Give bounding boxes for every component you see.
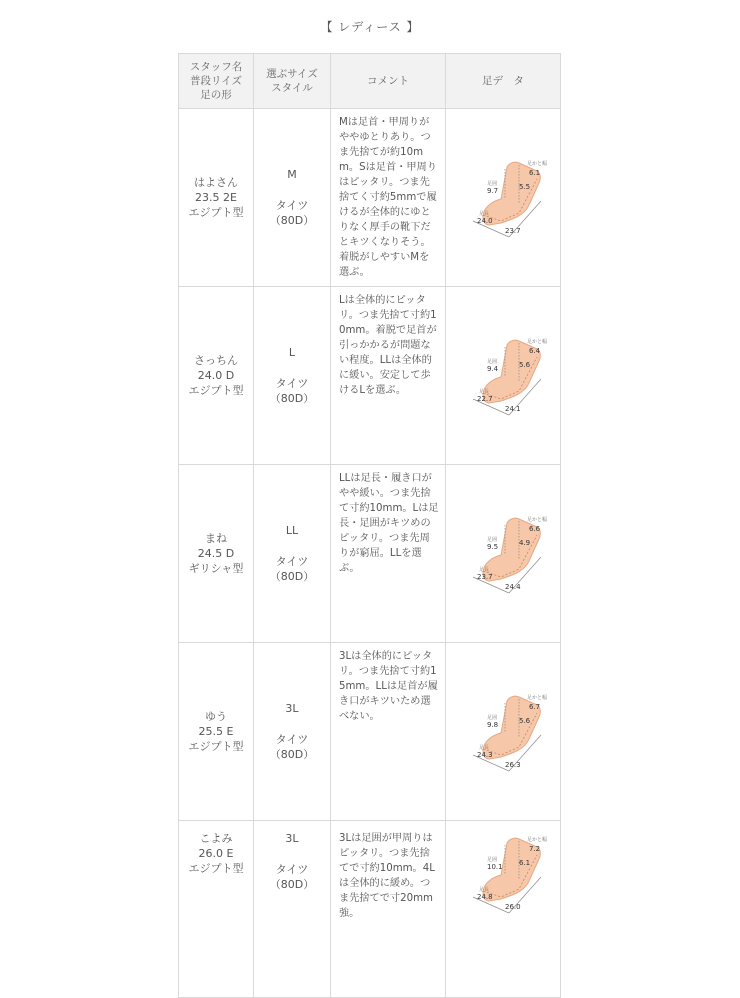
foot-value-a: 9.8 (487, 720, 499, 729)
table-row (179, 287, 561, 465)
style-denier: （80D） (269, 748, 315, 761)
foot-value-a: 10.1 (487, 863, 503, 871)
header-staff-line2: 普段リイズ (189, 75, 243, 87)
style-denier: （80D） (269, 392, 315, 405)
label-toe-height: 足かと幅 (527, 160, 548, 167)
label-instep: 足囲 (487, 358, 498, 365)
staff-cell (179, 465, 254, 643)
style-denier: （80D） (269, 214, 315, 227)
header-size-line2: スタイル (271, 82, 313, 94)
table-row (179, 821, 561, 998)
foot-data-cell (446, 821, 561, 998)
foot-diagram-icon (453, 831, 553, 917)
staff-cell (179, 287, 254, 465)
foot-data-cell (446, 109, 561, 287)
label-heel: 足長 (479, 887, 490, 893)
foot-diagram-icon (453, 511, 553, 597)
style-denier: （80D） (269, 878, 315, 891)
style-name: タイツ (275, 555, 309, 568)
header-staff-line3: 足の形 (200, 89, 232, 101)
size-style-cell (254, 109, 331, 287)
header-staff-line1: スタッフ名 (189, 61, 243, 73)
foot-value-e: 26.3 (505, 760, 521, 769)
size-style-cell (254, 287, 331, 465)
selected-size: M (287, 168, 297, 181)
comment-cell: Lは全体的にピッタリ。つま先捨て寸約10mm。着脱で足首が引っかかるが問題ない程度。LLは全体的に緩い。安定して歩けるLを選ぶ。 (331, 287, 446, 465)
label-toe-height: 足かと幅 (527, 338, 548, 345)
comment-cell: Mは足首・甲周りがややゆとりあり。つま先捨てが約10mm。Sは足首・甲周りはピッタリ。つま先捨てく寸約5mmで履けるが全体的にゆとりなく厚手の靴下だとキツくなりそう。着脱がしやすいMを選ぶ。 (331, 109, 446, 287)
foot-value-e: 24.1 (505, 404, 521, 413)
foot-value-d: 24.3 (477, 750, 493, 759)
header-size-line1: 選ぶサイズ (266, 68, 318, 80)
staff-foot-shape: エジプト型 (188, 862, 244, 875)
comment-cell: 3Lは全体的にピッタリ。つま先捨て寸約15mm。LLは足首が履き口がキツいため選べない。 (331, 643, 446, 821)
table-row (179, 465, 561, 643)
header-comment: コメント (331, 54, 446, 109)
staff-foot-shape: エジプト型 (188, 206, 244, 219)
foot-data-cell (446, 465, 561, 643)
foot-value-b: 6.6 (529, 524, 541, 533)
foot-value-c: 5.6 (519, 716, 531, 725)
staff-name: はよさん (194, 176, 238, 189)
staff-usual-size: 25.5 E (198, 725, 234, 738)
staff-cell (179, 643, 254, 821)
foot-value-e: 23.7 (505, 226, 521, 235)
foot-value-e: 26.0 (505, 903, 521, 911)
table-header-row (179, 54, 561, 109)
staff-name: まね (205, 532, 227, 545)
foot-value-a: 9.4 (487, 364, 499, 373)
label-toe-height: 足かと幅 (527, 837, 548, 843)
foot-value-b: 7.2 (529, 845, 541, 853)
comment-cell: LLは足長・履き口がやや緩い。つま先捨て寸約10mm。Lは足長・足囲がキツめのピッタリ。つま先周りが窮屈。LLを選ぶ。 (331, 465, 446, 643)
selected-size: LL (285, 524, 299, 537)
foot-value-c: 5.6 (519, 360, 531, 369)
label-instep: 足囲 (487, 714, 498, 721)
style-name: タイツ (275, 199, 309, 212)
label-toe-height: 足かと幅 (527, 516, 548, 523)
staff-usual-size: 24.0 D (197, 369, 235, 382)
style-denier: （80D） (269, 570, 315, 583)
staff-cell (179, 109, 254, 287)
table-row (179, 109, 561, 287)
label-heel: 足長 (479, 210, 490, 217)
foot-value-d: 24.0 (477, 216, 493, 225)
header-staff (179, 54, 254, 109)
foot-data-cell (446, 643, 561, 821)
selected-size: 3L (285, 832, 299, 845)
size-style-cell (254, 643, 331, 821)
foot-value-a: 9.5 (487, 542, 499, 551)
staff-name: ゆう (205, 710, 227, 723)
style-name: タイツ (275, 863, 309, 876)
foot-value-a: 9.7 (487, 186, 499, 195)
foot-value-b: 6.7 (529, 702, 541, 711)
foot-diagram-icon (453, 155, 553, 241)
label-instep: 足囲 (487, 180, 498, 187)
staff-name: さっちん (194, 354, 238, 367)
staff-name: こよみ (199, 832, 233, 845)
staff-usual-size: 23.5 2E (195, 191, 237, 204)
style-name: タイツ (275, 377, 309, 390)
staff-foot-shape: エジプト型 (188, 740, 244, 753)
staff-usual-size: 26.0 E (198, 847, 234, 860)
selected-size: 3L (285, 702, 299, 715)
comment-cell: 3Lは足囲が甲周りはピッタリ。つま先捨てで寸約10mm。4Lは全体的に緩め。つま先捨てで寸20mm強。 (331, 821, 446, 998)
style-name: タイツ (275, 733, 309, 746)
foot-value-d: 24.8 (477, 893, 493, 901)
staff-usual-size: 24.5 D (197, 547, 235, 560)
selected-size: L (288, 346, 296, 359)
label-heel: 足長 (479, 566, 490, 573)
foot-value-b: 6.4 (529, 346, 541, 355)
label-toe-height: 足かと幅 (527, 694, 548, 701)
foot-value-d: 23.7 (477, 572, 493, 581)
size-style-cell (254, 465, 331, 643)
header-foot-data: 足デ タ (446, 54, 561, 109)
label-heel: 足長 (479, 388, 490, 395)
foot-diagram-icon (453, 689, 553, 775)
foot-value-c: 6.1 (519, 859, 531, 867)
label-instep: 足囲 (487, 536, 498, 543)
foot-value-b: 6.1 (529, 168, 541, 177)
foot-diagram-icon (453, 333, 553, 419)
size-style-cell (254, 821, 331, 998)
section-heading: 【 レディース 】 (320, 20, 420, 34)
foot-value-e: 24.4 (505, 582, 521, 591)
foot-value-c: 4.9 (519, 538, 531, 547)
label-heel: 足長 (479, 744, 490, 751)
header-size-style (254, 54, 331, 109)
foot-value-d: 22.7 (477, 394, 493, 403)
staff-cell (179, 821, 254, 998)
foot-value-c: 5.5 (519, 182, 531, 191)
label-instep: 足囲 (487, 857, 498, 863)
table-row (179, 643, 561, 821)
foot-data-cell (446, 287, 561, 465)
staff-foot-shape: ギリシャ型 (188, 562, 244, 575)
size-table (178, 53, 561, 998)
staff-foot-shape: エジプト型 (188, 384, 244, 397)
